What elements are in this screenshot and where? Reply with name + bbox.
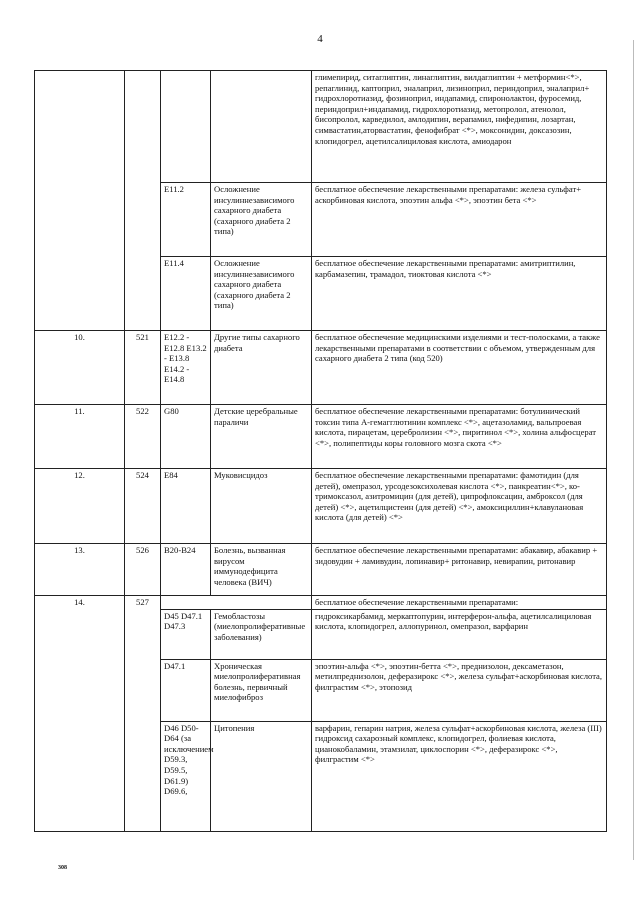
icd-cell: E11.4: [161, 257, 211, 331]
disease-name-cell: Осложнение инсулиннезависимого сахарного диабета (сахарного диабета 2 типа): [211, 183, 312, 257]
table-row: [35, 405, 607, 469]
provision-cell: гидроксикарбамид, меркаптопурин, интерферон-альфа, ацетилсалициловая кислота, клопидогрел, аллопуринол, омепразол, варфарин: [312, 609, 607, 659]
icd-cell: G80: [161, 405, 211, 469]
row-code-cell: 527: [125, 596, 161, 832]
row-code-cell: 524: [125, 469, 161, 544]
icd-cell: [161, 71, 211, 183]
footer-code: 308: [58, 865, 67, 871]
disease-name-cell: Муковисцидоз: [211, 469, 312, 544]
icd-cell: E12.2 - E12.8 E13.2 - E13.8 E14.2 - E14.8: [161, 331, 211, 405]
row-number-cell: 10.: [35, 331, 125, 405]
icd-cell: E11.2: [161, 183, 211, 257]
row-number-cell: 11.: [35, 405, 125, 469]
provision-cell: бесплатное обеспечение лекарственными препаратами: фамотидин (для детей), омепразол, урсодезоксихолевая кислота <*>, панкреатин<*>, ко-тримоксазол, азитромицин (для детей), ципрофлоксацин, амброксол (для детей) <*>, ацетилцистеин (для детей) <*>, амоксициллин+клавулановая кислота (для детей) <*>: [312, 469, 607, 544]
table-row: [35, 469, 607, 544]
provision-cell: бесплатное обеспечение лекарственными препаратами:: [312, 596, 607, 610]
provision-cell: бесплатное обеспечение лекарственными препаратами: абакавир, абакавир + зидовудин + ламивудин, лопинавир+ ритонавир, невирапин, ритонавир: [312, 544, 607, 596]
provision-cell: бесплатное обеспечение лекарственными препаратами: амитриптилин, карбамазепин, трамадол, тиоктовая кислота <*>: [312, 257, 607, 331]
disease-name-cell: Гемобластозы (миелопролиферативные заболевания): [211, 609, 312, 659]
table-row: [35, 71, 607, 183]
icd-cell: D47.1: [161, 659, 211, 721]
scan-edge-line: [633, 40, 634, 860]
row-number-cell: 13.: [35, 544, 125, 596]
disease-name-cell: Другие типы сахарного диабета: [211, 331, 312, 405]
disease-name-cell: [211, 596, 312, 610]
provision-cell: бесплатное обеспечение лекарственными препаратами: ботулинический токсин типа А-гемагглютинин комплекс <*>, ацетазоламид, вальпроевая кислота, пирацетам, церебролизин <*>, пиритинол <*>, холина альфосцерат <*>, полипептиды коры головного мозга скота <*>: [312, 405, 607, 469]
table-row: [35, 331, 607, 405]
disease-name-cell: Цитопения: [211, 721, 312, 831]
disease-name-cell: Болезнь, вызванная вирусом иммунодефицита человека (ВИЧ): [211, 544, 312, 596]
row-number-cell: 12.: [35, 469, 125, 544]
provision-cell: эпоэтин-альфа <*>, эпоэтин-бетта <*>, преднизолон, дексаметазон, метилпреднизолон, деферазирокс <*>, железа сульфат+аскорбиновая кислота, филграстим <*>, этопозид: [312, 659, 607, 721]
provision-cell: варфарин, гепарин натрия, железа сульфат+аскорбиновая кислота, железа (III) гидроксид сахарозный комплекс, клопидогрел, фолиевая кислота, цианокобаламин, этамзилат, циклоспорин <*>, деферазирокс <*>, филграстим <*>: [312, 721, 607, 831]
disease-name-cell: Осложнение инсулиннезависимого сахарного диабета (сахарного диабета 2 типа): [211, 257, 312, 331]
icd-cell: B20-B24: [161, 544, 211, 596]
row-code-cell: 526: [125, 544, 161, 596]
page-number: 4: [317, 33, 323, 45]
disease-name-cell: Хроническая миелопролиферативная болезнь, первичный миелофиброз: [211, 659, 312, 721]
table-row: [35, 596, 607, 610]
medication-table: [34, 70, 607, 832]
row-number-cell: 14.: [35, 596, 125, 832]
icd-cell: [161, 596, 211, 610]
disease-name-cell: [211, 71, 312, 183]
icd-cell: E84: [161, 469, 211, 544]
icd-cell: D46 D50-D64 (за исключением D59.3, D59.5, D61.9) D69.6,: [161, 721, 211, 831]
row-code-cell: 521: [125, 331, 161, 405]
provision-cell: бесплатное обеспечение медицинскими изделиями и тест-полосками, а также лекарственными препаратами в соответствии с объемом, утвержденным для сахарного диабета 2 типа (код 520): [312, 331, 607, 405]
icd-cell: D45 D47.1 D47.3: [161, 609, 211, 659]
provision-cell: бесплатное обеспечение лекарственными препаратами: железа сульфат+ аскорбиновая кислота, эпоэтин альфа <*>, эпоэтин бета <*>: [312, 183, 607, 257]
row-code-cell: 522: [125, 405, 161, 469]
provision-cell: глимепирид, ситаглиптин, линаглиптин, вилдаглиптин + метформин<*>, репаглинид, каптоприл, эналаприл, лизиноприл, периндоприл, эналаприл+ гидрохлоротиазид, фозиноприл, индапамид, спиронолактон, фуросемид, периндоприл+индапамид, гидрохлоротиазид, метопролол, атенолол, бисопролол, карведилол, амлодипин, верапамил, нифедипин, лозартан, симвастатин,аторвастатин, фенофибрат <*>, моксонидин, доксазозин, клопидогрел, ацетилсалициловая кислота, амиодарон: [312, 71, 607, 183]
disease-name-cell: Детские церебральные параличи: [211, 405, 312, 469]
row-number-cell: [35, 71, 125, 331]
table-row: [35, 544, 607, 596]
row-code-cell: [125, 71, 161, 331]
